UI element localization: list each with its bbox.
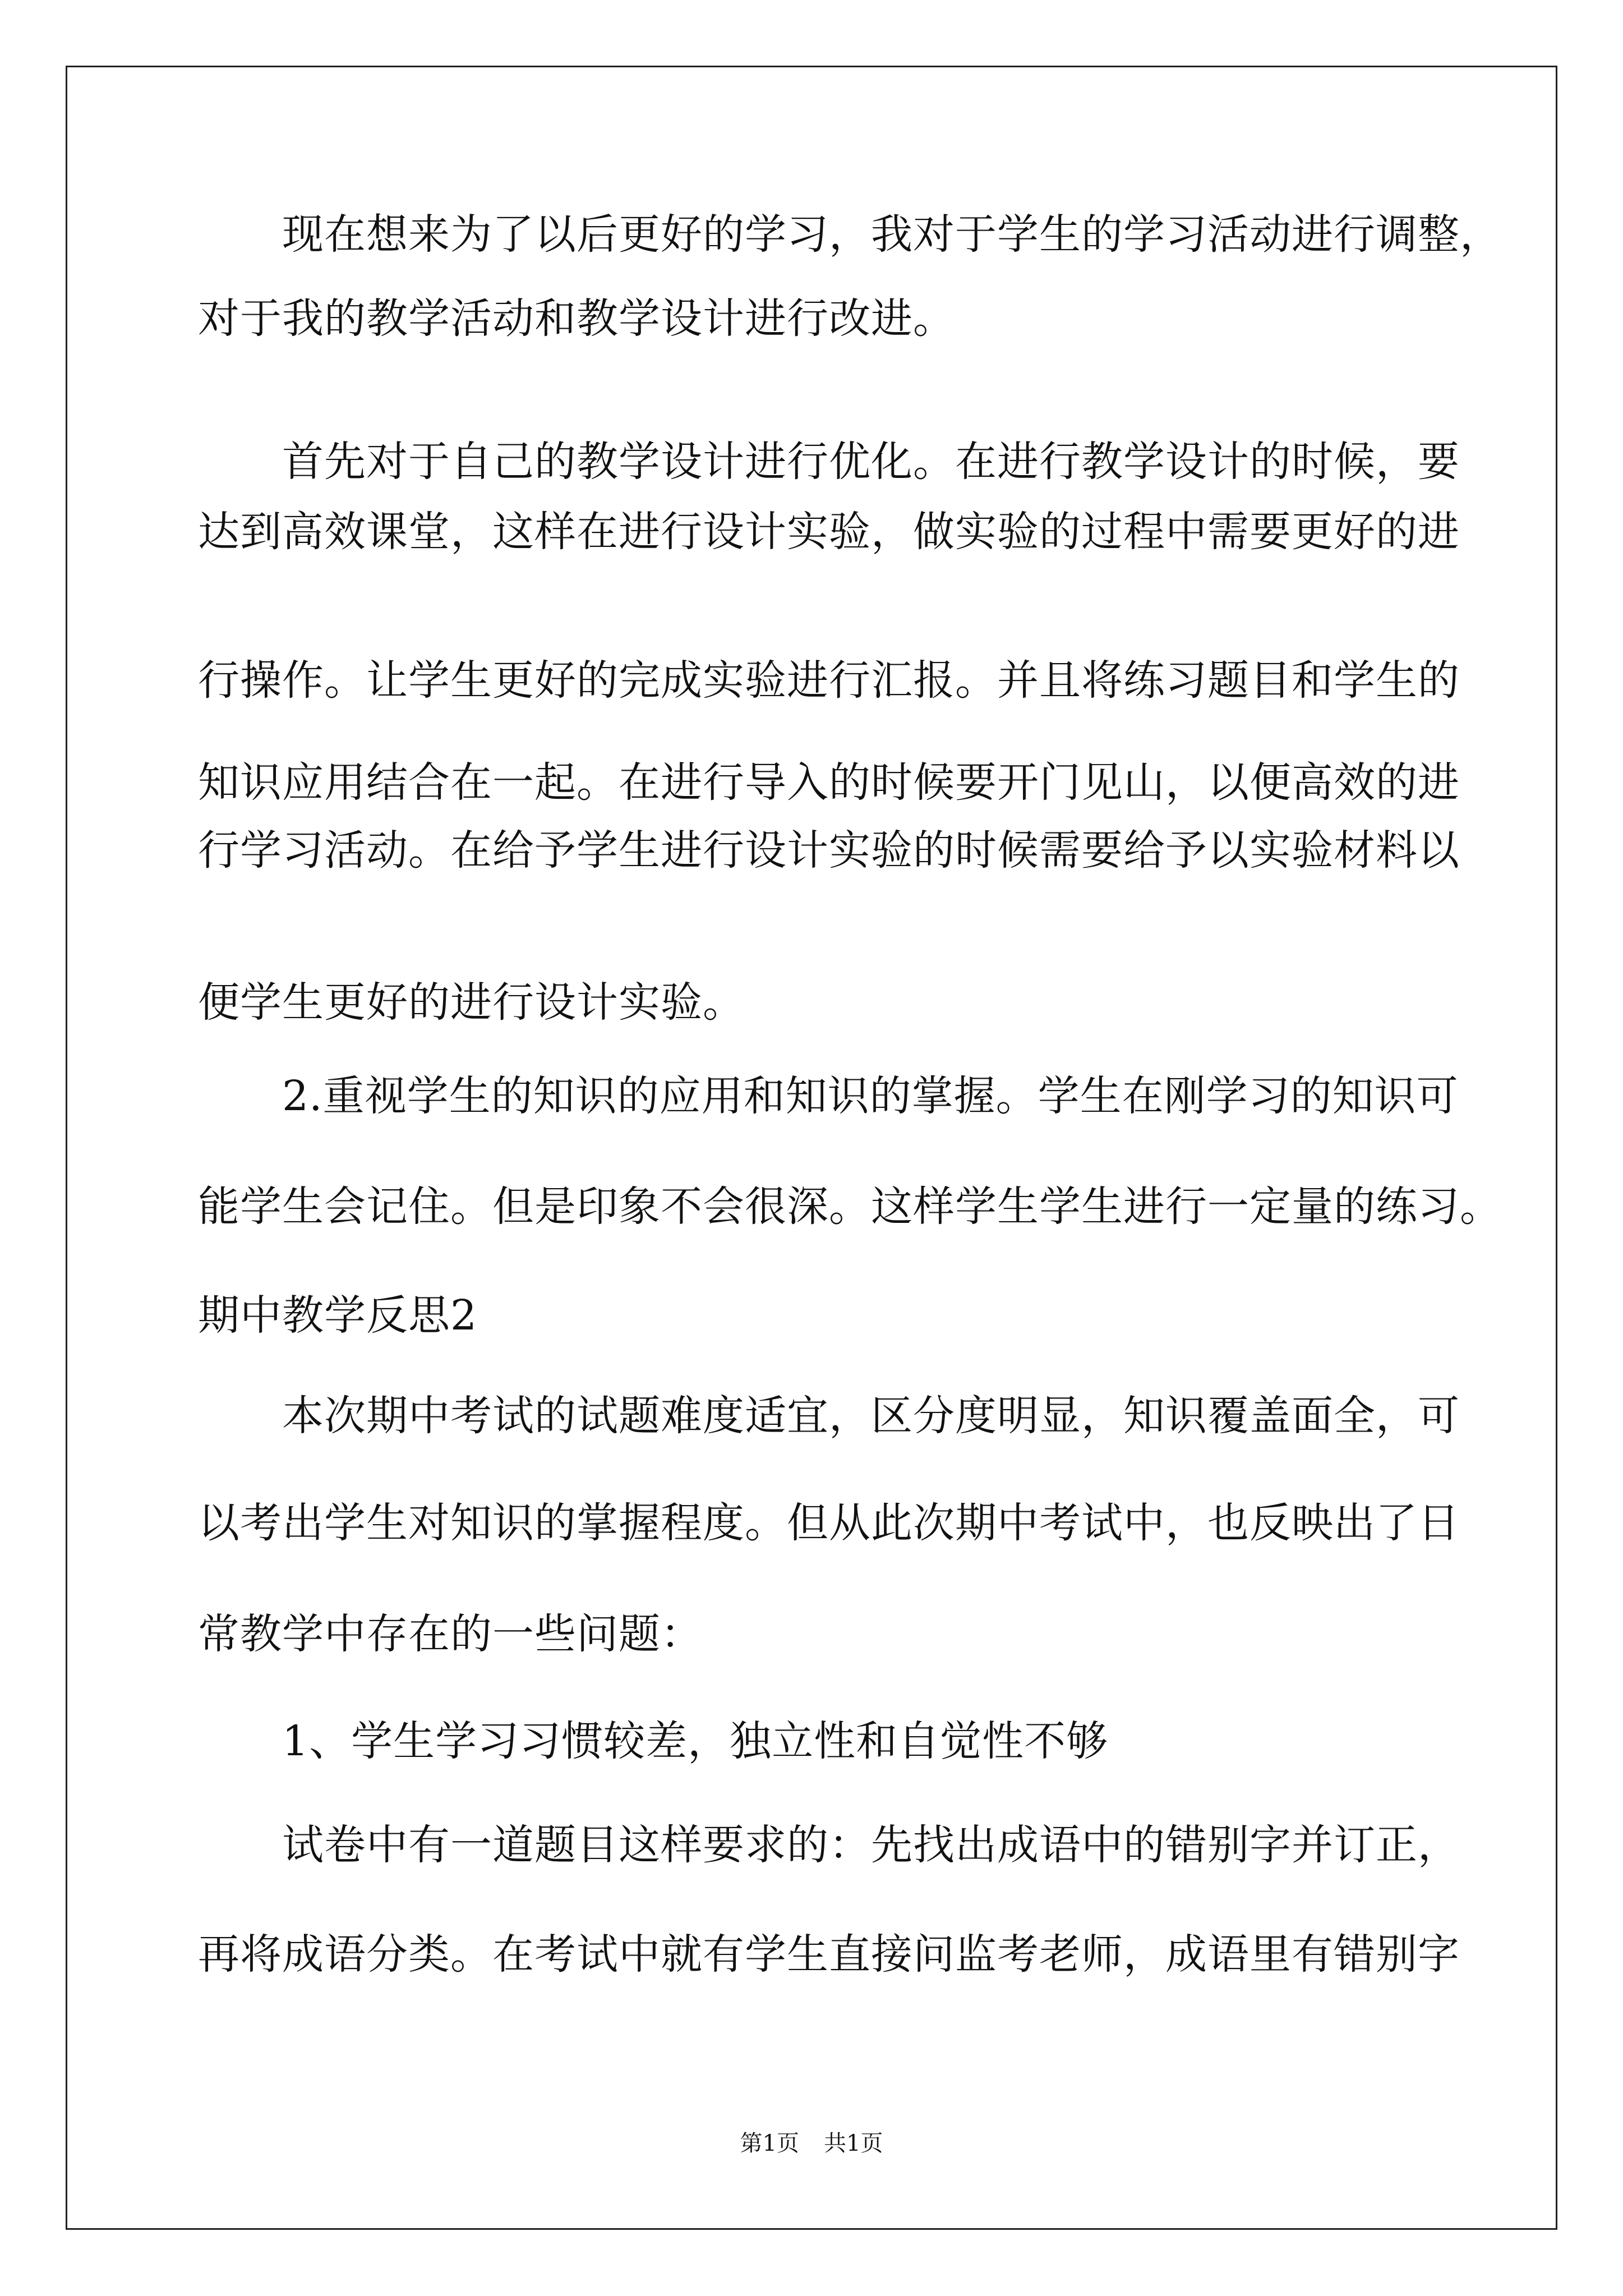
paragraph-line: 试卷中有一道题目这样要求的：先找出成语中的错别字并订正， — [198, 1821, 1460, 1869]
paragraph-line: 以考出学生对知识的掌握程度。但从此次期中考试中，也反映出了日 — [198, 1499, 1460, 1547]
page-number: 第1页 — [740, 2131, 799, 2156]
page-footer — [0, 2129, 1623, 2157]
paragraph-line: 行学习活动。在给予学生进行设计实验的时候需要给予以实验材料以 — [198, 826, 1460, 875]
paragraph-line: 知识应用结合在一起。在进行导入的时候要开门见山，以便高效的进 — [198, 758, 1460, 807]
paragraph-line: 能学生会记住。但是印象不会很深。这样学生学生进行一定量的练习。 — [198, 1182, 1502, 1231]
paragraph-line: 本次期中考试的试题难度适宜，区分度明显，知识覆盖面全，可 — [198, 1392, 1460, 1440]
paragraph-line: 再将成语分类。在考试中就有学生直接问监考老师，成语里有错别字 — [198, 1930, 1460, 1978]
paragraph-line: 对于我的教学活动和教学设计进行改进。 — [198, 295, 955, 343]
paragraph-line: 便学生更好的进行设计实验。 — [198, 978, 745, 1027]
paragraph-line: 1、学生学习习惯较差，独立性和自觉性不够 — [198, 1717, 1109, 1765]
paragraph-line: 现在想来为了以后更好的学习，我对于学生的学习活动进行调整， — [198, 210, 1502, 259]
page-total: 共1页 — [824, 2131, 883, 2156]
paragraph-line: 2.重视学生的知识的应用和知识的掌握。学生在刚学习的知识可 — [198, 1072, 1459, 1120]
section-heading: 期中教学反思2 — [198, 1291, 478, 1340]
paragraph-line: 首先对于自己的教学设计进行优化。在进行教学设计的时候，要 — [198, 438, 1460, 486]
paragraph-line: 常教学中存在的一些问题： — [198, 1610, 703, 1658]
page-border — [66, 66, 1557, 2230]
paragraph-line: 行操作。让学生更好的完成实验进行汇报。并且将练习题目和学生的 — [198, 656, 1460, 705]
paragraph-line: 达到高效课堂，这样在进行设计实验，做实验的过程中需要更好的进 — [198, 508, 1460, 556]
